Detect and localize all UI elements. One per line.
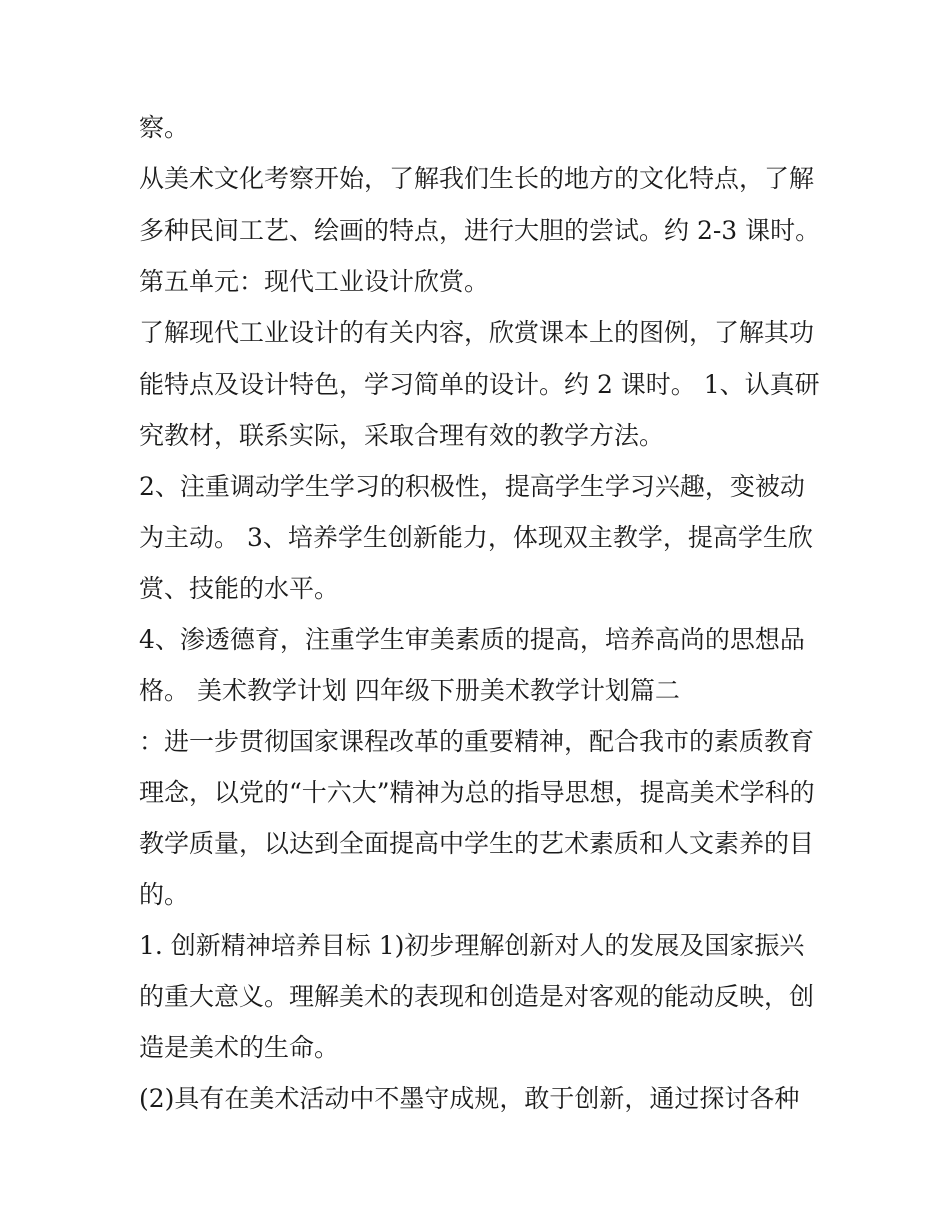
text-line: (2)具有在美术活动中不墨守成规，敢于创新，通过探讨各种	[139, 1084, 800, 1113]
text-line: 格。 美术教学计划 四年级下册美术教学计划篇二	[139, 676, 680, 705]
text-line: 了解现代工业设计的有关内容，欣赏课本上的图例，了解其功	[139, 318, 815, 347]
text-line: 理念，以党的“十六大”精神为总的指导思想，提高美术学科的	[139, 778, 815, 807]
text-line: 为主动。 3、培养学生创新能力，体现双主教学，提高学生欣	[139, 523, 813, 552]
text-line: 究教材，联系实际，采取合理有效的教学方法。	[139, 421, 665, 450]
text-line: 从美术文化考察开始，了解我们生长的地方的文化特点，了解	[139, 164, 815, 193]
text-line: 多种民间工艺、绘画的特点，进行大胆的尝试。约 2-3 课时。	[139, 216, 821, 245]
text-line: 的重大意义。理解美术的表现和创造是对客观的能动反映，创	[139, 982, 815, 1011]
text-line: 造是美术的生命。	[139, 1033, 340, 1062]
text-line: 察。	[139, 113, 190, 142]
text-line: 4、渗透德育，注重学生审美素质的提高，培养高尚的思想品	[139, 625, 805, 654]
text-line: 能特点及设计特色，学习简单的设计。约 2 课时。 1、认真研	[139, 370, 820, 399]
text-line: 2、注重调动学生学习的积极性，提高学生学习兴趣，变被动	[139, 472, 805, 501]
text-line: ：进一步贯彻国家课程改革的重要精神，配合我市的素质教育	[139, 727, 815, 756]
text-line: 赏、技能的水平。	[139, 574, 340, 603]
text-line: 第五单元：现代工业设计欣赏。	[139, 267, 490, 296]
text-line: 1. 创新精神培养目标 1)初步理解创新对人的发展及国家振兴	[139, 931, 805, 960]
text-line: 教学质量，以达到全面提高中学生的艺术素质和人文素养的目	[139, 829, 815, 858]
text-line: 的。	[139, 880, 190, 909]
